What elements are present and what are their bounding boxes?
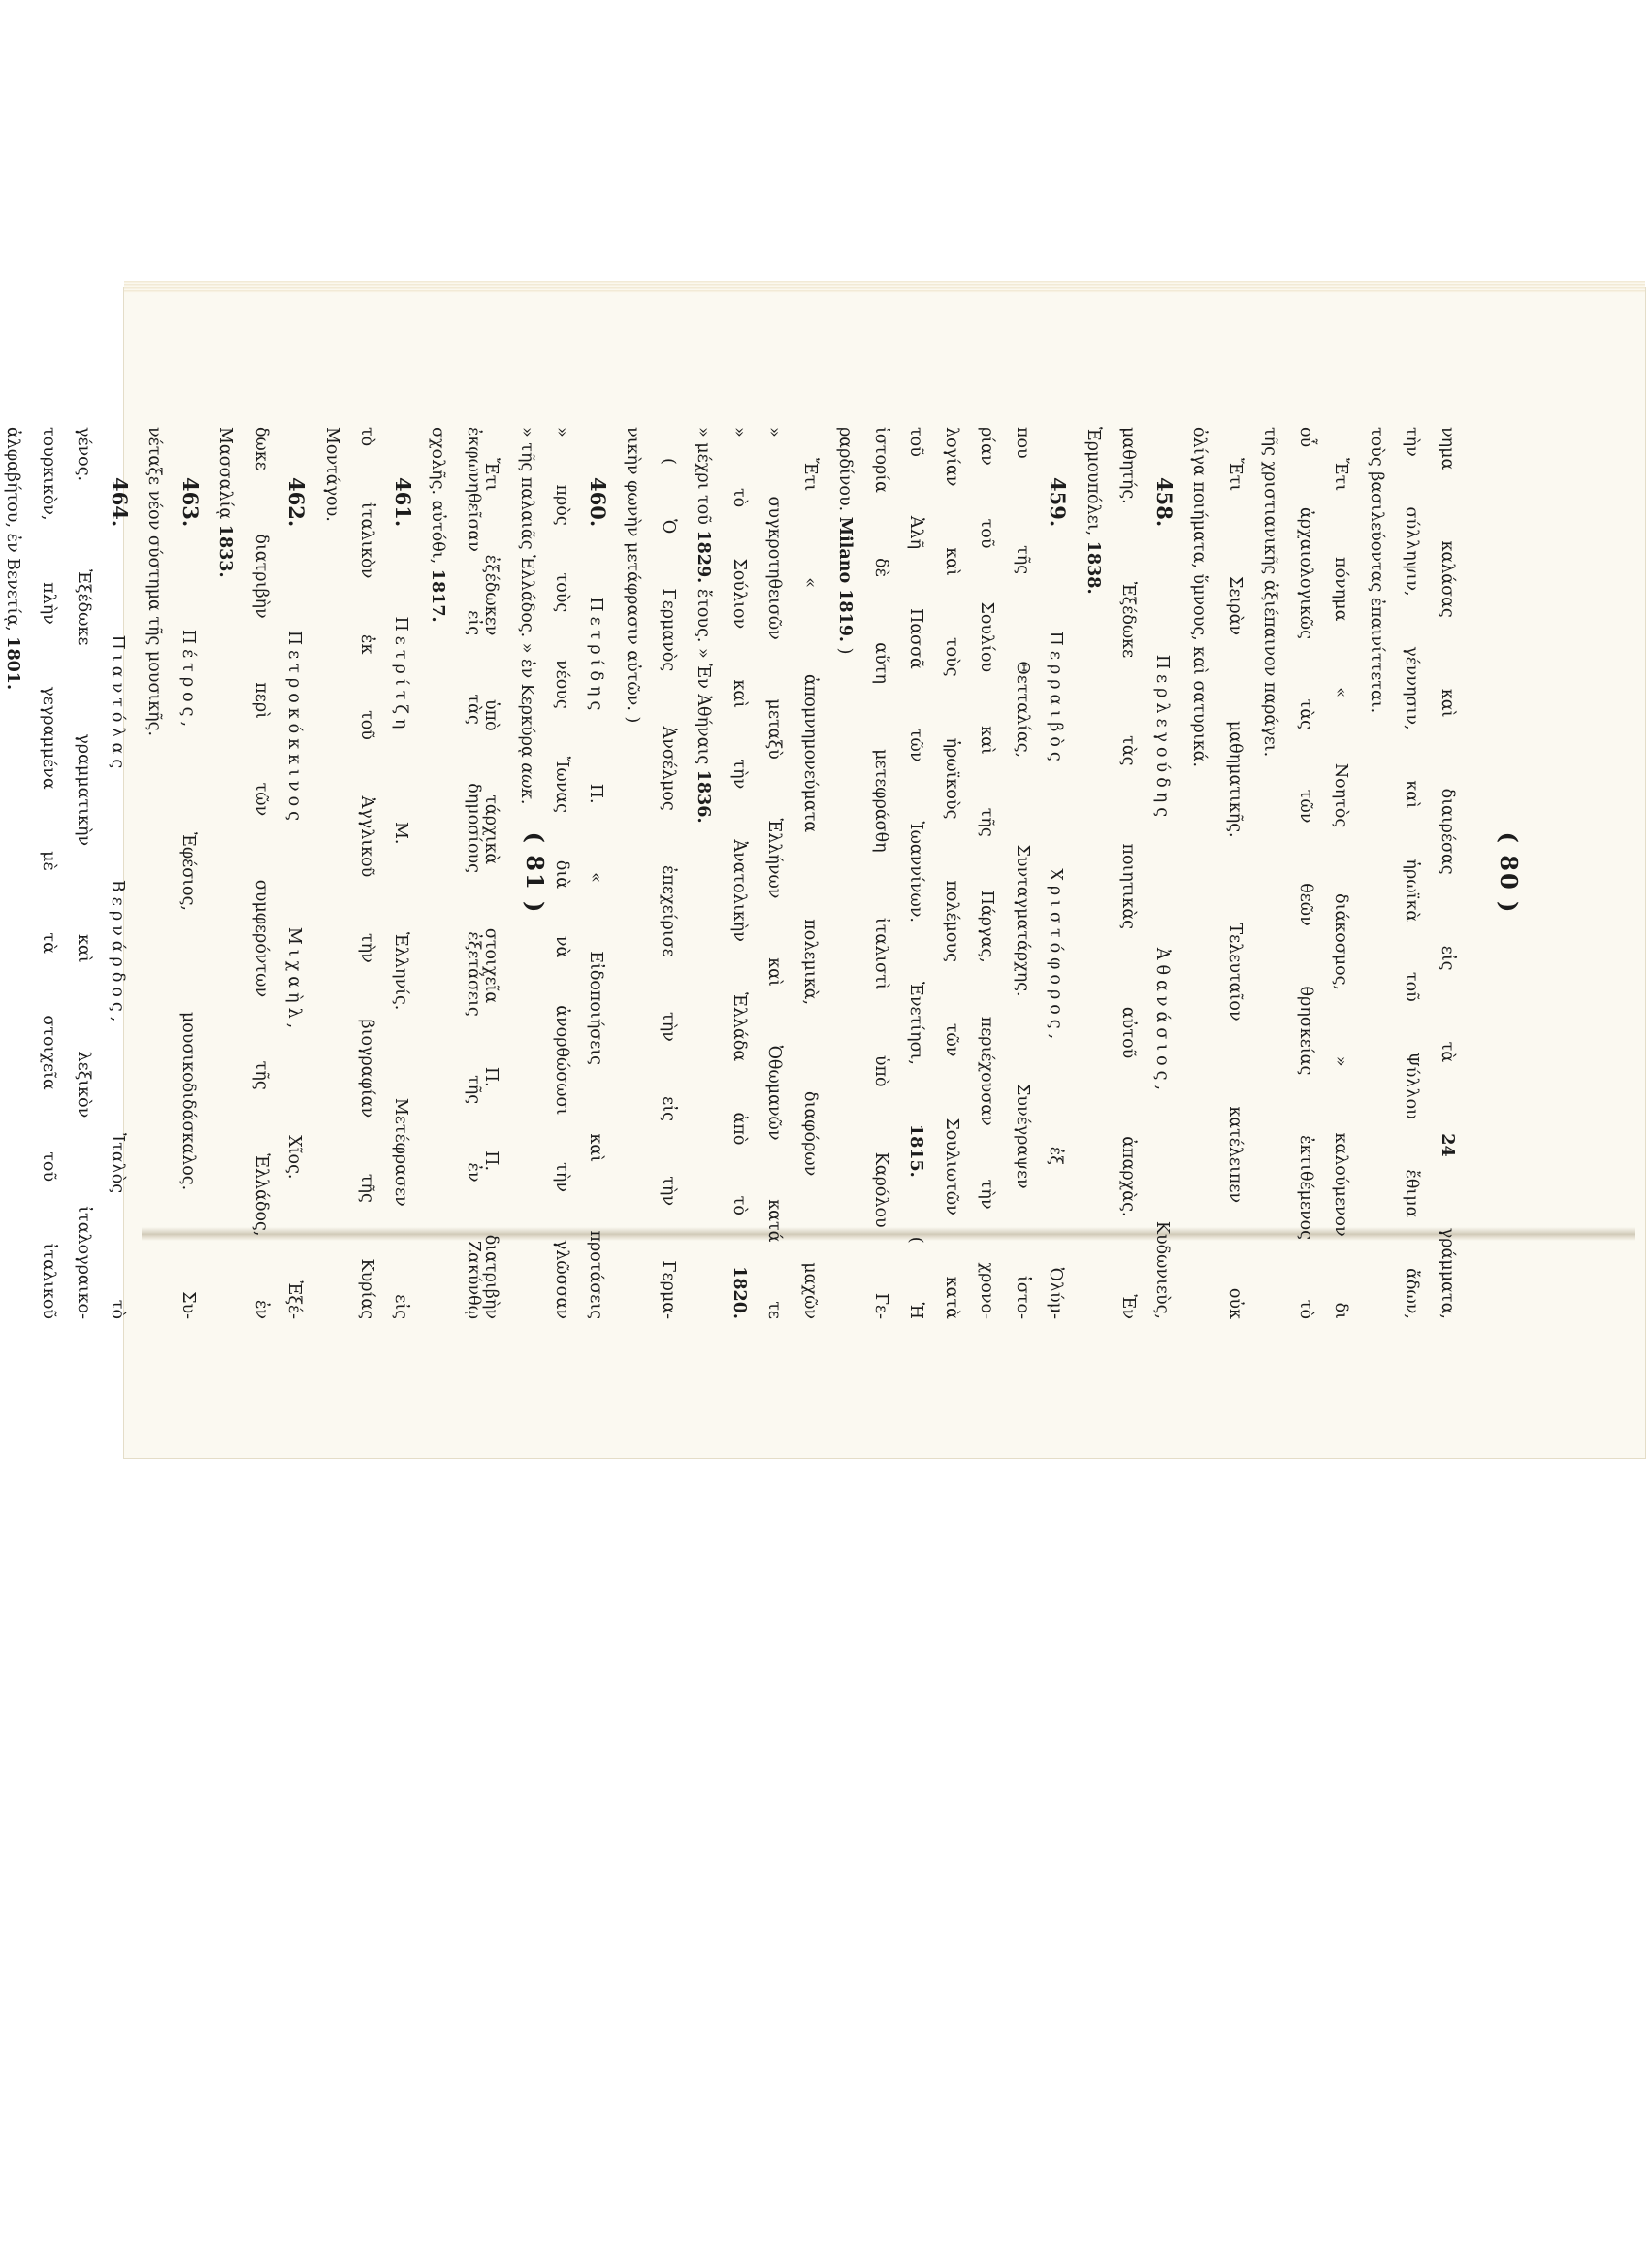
text-run: νημα καλάσας καὶ διαιρέσας εἰς τὰ bbox=[1438, 427, 1457, 1134]
text-run: Ἀθανάσιος, bbox=[1152, 947, 1172, 1096]
text-run: Πετροκόκκινος bbox=[284, 630, 305, 826]
text-line bbox=[66, 427, 102, 1319]
text-run: Πέτρος, bbox=[178, 629, 198, 732]
text-run: 1829. bbox=[694, 530, 714, 584]
text-line bbox=[420, 427, 456, 1319]
entry-number: 464. bbox=[108, 477, 132, 528]
entry-number: 460. bbox=[586, 477, 610, 528]
text-run: σχολῆς. αὐτόθι, bbox=[428, 427, 448, 569]
text-line bbox=[1252, 427, 1288, 1319]
text-run: νικὴν φωνὴν μετάφρασιν αὐτῶν. ) bbox=[623, 427, 643, 724]
text-line bbox=[278, 427, 314, 1319]
text-run: λογίαν καὶ τοὺς ἡρωϊκοὺς πολέμους τῶν Σουλιωτῶν κατὰ bbox=[942, 427, 961, 1319]
text-run: 1836. bbox=[694, 769, 714, 824]
text-line bbox=[102, 427, 138, 1319]
text-line bbox=[1076, 427, 1112, 1319]
text-run: 1833. bbox=[215, 524, 236, 578]
text-run: » τῆς παλαιᾶς Ἑλλάδος. » ἐν Κερκύρᾳ bbox=[517, 427, 536, 763]
text-run: ραρδίνου. bbox=[835, 427, 856, 517]
text-run: Βερνάρδος, bbox=[108, 879, 127, 1027]
text-line bbox=[757, 427, 792, 1319]
text-line bbox=[456, 427, 492, 1319]
page-text bbox=[0, 427, 491, 1319]
text-line bbox=[1111, 427, 1147, 1319]
text-run: Π. « Εἰδοποιήσεις καὶ προτάσεις bbox=[586, 715, 605, 1319]
text-run bbox=[1152, 822, 1172, 948]
text-run: Ἑρμουπόλει, bbox=[1083, 427, 1103, 541]
text-run: γράμματα, bbox=[1438, 1156, 1457, 1319]
text-line bbox=[314, 427, 350, 1319]
page-81 bbox=[3, 288, 695, 1458]
text-run: ἱστορία δὲ αὕτη μετεφράσθη ἰταλιστὶ ὑπὸ Καρόλου Γε- bbox=[871, 427, 890, 1319]
text-line bbox=[1005, 427, 1041, 1319]
text-run: αωκ. bbox=[517, 762, 536, 805]
text-line bbox=[1394, 427, 1430, 1319]
text-run: 1815. bbox=[906, 1123, 926, 1178]
text-line bbox=[934, 427, 970, 1319]
text-line bbox=[722, 427, 758, 1319]
text-run: Μ. Ἑλληνίς. Μετέφρασεν εἰς bbox=[391, 733, 410, 1320]
text-run bbox=[1047, 766, 1066, 869]
text-line bbox=[208, 427, 243, 1319]
text-run: οὗ ἀρχαιολογικῶς τὰς τῶν θεῶν θρησκείας ἐκτιθέμενος τὸ bbox=[1296, 427, 1315, 1319]
text-run: Μιχαὴλ, bbox=[284, 926, 305, 1034]
text-line bbox=[349, 427, 385, 1319]
text-run: Μασσαλίᾳ bbox=[215, 427, 236, 525]
text-run: τὸ ἰταλικὸν ἐκ τοῦ Ἀγγλικοῦ τὴν βιογραφίαν τῆς Κυρίας bbox=[357, 427, 377, 1319]
text-run: νέταξε νέον σύστημα τῆς μουσικῆς. bbox=[145, 427, 165, 737]
text-run: Ἐφέσιος, μουσικοδιδάσκαλος. Συ- bbox=[178, 731, 198, 1319]
text-line bbox=[898, 427, 934, 1319]
text-run: Περραιβὸς bbox=[1046, 631, 1066, 766]
text-run: ( Ὁ Γερμανὸς Ἀνσέλμος ἐπεχείρισε τὴν εἰς τὴν Γερμα- bbox=[659, 458, 678, 1319]
text-run: ) bbox=[835, 642, 856, 655]
text-run: Ἔτι πόνημα « Νοητὸς διάκοσμος, » καλούμενον δι bbox=[1331, 458, 1351, 1319]
text-run: 24 bbox=[1438, 1133, 1457, 1157]
text-run: τουρκικὸν, πλὴν γεγραμμένα μὲ τὰ στοιχεῖα τοῦ ἰταλικοῦ bbox=[39, 427, 58, 1319]
text-run: ἐκφωνηθεῖσαν εἰς τὰς δημοσίους ἐξετάσεις τῆς ἐν Ζακύνθῳ bbox=[464, 427, 483, 1319]
text-run: 1801. bbox=[3, 636, 23, 691]
text-run: δωκε διατριβὴν περὶ τῶν συμφερόντων τῆς Ἑλλάδος, ἐν bbox=[251, 427, 271, 1319]
text-run: ἀλφαβήτου, ἐν Βενετίᾳ, bbox=[3, 427, 23, 637]
text-run: Milano 1819. bbox=[835, 516, 856, 643]
entry-number: 462. bbox=[284, 477, 309, 528]
text-line bbox=[385, 427, 421, 1319]
text-run: μαθητής. Ἐξέδωκε τὰς ποιητικὰς αὐτοῦ ἀπαρχὰς. Ἐν bbox=[1118, 427, 1139, 1319]
text-run: ἔτους. » Ἐν Ἀθήναις bbox=[694, 583, 714, 770]
text-line bbox=[1217, 427, 1253, 1319]
text-run: τοῦ Ἀλῆ Πασσᾶ τῶν Ἰωαννίνων. Ἐνετίησι, bbox=[906, 427, 926, 1124]
text-run: » συγκροτηθεισῶν μεταξὺ Ἑλλήνων καὶ Ὀθωμανῶν κατά τε bbox=[764, 427, 785, 1319]
text-run: Πετρίτζη bbox=[391, 616, 410, 734]
text-run: 1820. bbox=[729, 1266, 749, 1319]
text-run: Πιαντόλας bbox=[108, 634, 127, 774]
text-line bbox=[1288, 427, 1324, 1319]
text-line bbox=[863, 427, 899, 1319]
text-line bbox=[1147, 427, 1182, 1319]
text-run bbox=[285, 826, 305, 927]
page-80 bbox=[481, 288, 1645, 1458]
text-run: Ἰταλὸς τὸ bbox=[108, 1026, 127, 1320]
text-run: Χριστόφορος, bbox=[1046, 868, 1066, 1045]
text-line bbox=[1323, 427, 1359, 1319]
text-run: 1817. bbox=[428, 568, 448, 623]
page-number: ( 81 ) bbox=[521, 831, 549, 915]
text-run: ὀλίγα ποιήματα, ὕμνους, καὶ σατυρικά. bbox=[1189, 427, 1210, 768]
text-run: » μέχρι τοῦ bbox=[694, 427, 714, 531]
text-run: ρίαν τοῦ Σουλίου καὶ τῆς Πάργας, περιέχουσαν τὴν χρονο- bbox=[977, 427, 997, 1319]
text-run: τὴν σύλληψιν, γέννησιν, καὶ ἡρωϊκὰ τοῦ Ψύλλου ἔθιμα ἄδων, bbox=[1402, 427, 1422, 1319]
text-line bbox=[31, 427, 67, 1319]
text-line bbox=[137, 427, 173, 1319]
text-line bbox=[1040, 427, 1076, 1319]
text-line bbox=[1181, 427, 1217, 1319]
text-run: Χῖος. Ἐξέ- bbox=[284, 1033, 305, 1319]
text-line bbox=[1359, 427, 1395, 1319]
entry-number: 459. bbox=[1046, 477, 1071, 528]
text-run: Μοντάγου. bbox=[322, 427, 341, 522]
rotated-spread bbox=[3, 288, 1645, 1458]
text-run: 1838. bbox=[1083, 540, 1103, 595]
text-run: Ἔτι ἐξέδωκεν ὑπὸ τάρχικὰ στοιχεῖα Π. Π. διατριβὴν bbox=[481, 458, 501, 1319]
text-run: τῆς χριστιανικῆς ἀξιέπαινον παράγει. bbox=[1260, 427, 1280, 758]
text-run: Ἔτι Σειρὰν μαθηματικῆς. Τελευταῖον κατέλειπεν οὐκ bbox=[1225, 458, 1245, 1319]
text-run: Περλεγούδης bbox=[1152, 654, 1172, 823]
text-run: Πετρίδης bbox=[586, 597, 605, 716]
text-line bbox=[0, 427, 31, 1319]
text-line bbox=[969, 427, 1005, 1319]
text-run: που τῆς Θετταλίας, Συνταγματάρχης. Συνέγραψεν ἱστο- bbox=[1013, 427, 1032, 1319]
entry-number: 463. bbox=[178, 477, 203, 528]
text-run: » πρὸς τοὺς νέους Ἴωνας διὰ νὰ ἀνορθώσωσι τὴν γλῶσσαν bbox=[552, 427, 572, 1319]
text-run: ἐξ Ὀλύμ- bbox=[1046, 1044, 1066, 1319]
entry-number: 461. bbox=[391, 477, 415, 528]
text-line bbox=[792, 427, 828, 1319]
text-line bbox=[1430, 427, 1466, 1319]
text-line bbox=[173, 427, 209, 1319]
text-line bbox=[827, 427, 863, 1319]
text-run: ( Ἡ bbox=[906, 1177, 926, 1319]
entry-number: 458. bbox=[1152, 477, 1177, 528]
text-run: Ἔτι « ἀπομνημονεύματα πολεμικὰ, διαφόρων μαχῶν bbox=[800, 458, 820, 1319]
page-number: ( 80 ) bbox=[1495, 831, 1523, 915]
text-run: Κυδωνιεὺς, bbox=[1152, 1095, 1172, 1319]
text-run: τοὺς βασιλεύοντας ἐπαινίττεται. bbox=[1367, 427, 1386, 714]
text-run: » τὸ Σούλιον καὶ τὴν Ἀνατολικὴν Ἑλλάδα ἀπὸ τὸ bbox=[729, 427, 749, 1267]
text-run bbox=[108, 773, 127, 880]
text-line bbox=[243, 427, 279, 1319]
text-run: γένος. Ἐξέδωκε γραμματικὴν καὶ λεξικὸν ἰταλογραικο- bbox=[74, 427, 94, 1319]
